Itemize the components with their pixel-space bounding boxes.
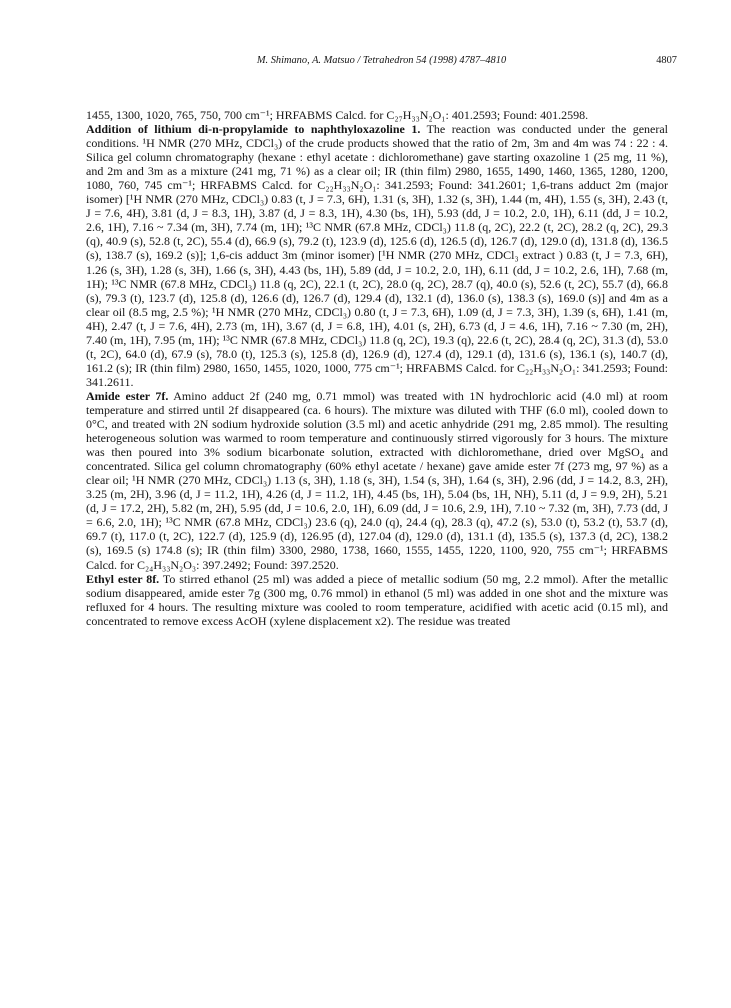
paragraph-lda-addition xyxy=(86,122,668,389)
paragraph-heading: Addition of lithium di-n-propylamide to naphthyloxazoline 1. xyxy=(86,122,421,137)
paragraph-text: Amino adduct 2f (240 mg, 0.71 mmol) was treated with 1N hydrochloric acid (4.0 ml) at room temperature and stirred until 2f disappeared (ca. 6 hours). The mixture was diluted with THF (6.0 ml), cooled down to 0°C, and treated with 2N sodium hydroxide solution (3.5 ml) and acetic anhydride (291 mg, 2.85 mmol). The resulting heterogeneous solution was warmed to room temperature and continuously stirred vigorously for 3 hours. The mixture was then poured into 3% sodium bicarbonate solution, extracted with dichloromethane, dried over MgSO₄ and concentrated. Silica gel column chromatography (60% ethyl acetate / hexane) gave amide ester 7f (273 mg, 97 %) as a clear oil; ¹H NMR (270 MHz, CDCl₃) 1.13 (s, 3H), 1.18 (s, 3H), 1.54 (s, 3H), 1.64 (s, 3H), 2.96 (dd, J = 14.2, 8.3, 2H), 3.25 (m, 2H), 3.96 (d, J = 11.2, 1H), 4.26 (d, J = 11.2, 1H), 4.45 (bs, 1H), 5.04 (bs, 1H, NH), 5.11 (d, J = 9.9, 2H), 5.21 (d, J = 17.2, 2H), 5.82 (m, 2H), 5.95 (dd, J = 10.6, 2.0, 1H), 6.09 (dd, J = 10.6, 2.9, 1H), 7.10 ~ 7.32 (m, 3H), 7.73 (dd, J = 6.6, 2.0, 1H); ¹³C NMR (67.8 MHz, CDCl₃) 23.6 (q), 24.0 (q), 24.4 (q), 28.3 (q), 47.2 (s), 53.0 (t), 53.2 (t), 53.7 (d), 69.7 (t), 117.0 (t, 2C), 122.7 (d), 125.9 (d), 126.95 (d), 127.04 (d), 129.0 (d), 131.1 (d), 135.5 (s), 137.3 (d, 2C), 138.2 (s), 169.5 (s) 174.8 (s); IR (thin film) 3300, 2980, 1738, 1660, 1555, 1455, 1220, 1100, 920, 755 cm⁻¹; HRFABMS Calcd. for C₂₄H₃₃N₂O₃: 397.2492; Found: 397.2520. xyxy=(86,388,668,572)
paragraph-heading: Ethyl ester 8f. xyxy=(86,571,160,586)
paragraph-heading: Amide ester 7f. xyxy=(86,388,169,403)
paragraph-text: To stirred ethanol (25 ml) was added a piece of metallic sodium (50 mg, 2.2 mmol). After the metallic sodium disappeared, amide ester 7g (300 mg, 0.76 mmol) in ethanol (5 ml) was added in one shot and the mixture was refluxed for 4 hours. The resulting mixture was cooled to room temperature, acidified with acetic acid (0.15 ml), and concentrated to remove excess AcOH (xylene displacement x2). The residue was treated xyxy=(86,571,668,628)
page-number: 4807 xyxy=(656,55,677,66)
paragraph-text: The reaction was conducted under the general conditions. ¹H NMR (270 MHz, CDCl₃) of the crude products showed that the ratio of 2m, 3m and 4m was 74 : 22 : 4. Silica gel column chromatography (hexane : ethyl acetate : dichloromethane) gave starting oxazoline 1 (25 mg, 11 %), and 2m and 3m as a mixture (241 mg, 71 %) as a clear oil; IR (thin film) 2980, 1655, 1490, 1460, 1365, 1280, 1200, 1080, 760, 745 cm⁻¹; HRFABMS Calcd. for C₂₂H₃₃N₂O₁: 341.2593; Found: 341.2601; 1,6-trans adduct 2m (major isomer) [¹H NMR (270 MHz, CDCl₃) 0.83 (t, J = 7.3, 6H), 1.31 (s, 3H), 1.32 (s, 3H), 1.44 (m, 4H), 1.55 (s, 3H), 2.43 (t, J = 7.6, 4H), 3.81 (d, J = 8.3, 1H), 3.87 (d, J = 8.3, 1H), 4.30 (bs, 1H), 5.93 (dd, J = 10.2, 2.0, 1H), 6.11 (dd, J = 10.2, 2.6, 1H), 7.16 ~ 7.34 (m, 3H), 7.74 (m, 1H); ¹³C NMR (67.8 MHz, CDCl₃) 11.8 (q, 2C), 22.2 (t, 2C), 28.2 (q, 2C), 29.3 (q), 40.9 (s), 52.8 (t, 2C), 55.4 (d), 66.9 (s), 79.2 (t), 123.9 (d), 125.6 (d), 126.5 (d), 126.7 (d), 129.0 (d), 131.8 (d), 136.5 (s), 138.7 (s), 169.2 (s)]; 1,6-cis adduct 3m (minor isomer) [¹H NMR (270 MHz, CDCl₃ extract ) 0.83 (t, J = 7.3, 6H), 1.26 (s, 3H), 1.28 (s, 3H), 1.66 (s, 3H), 4.43 (bs, 1H), 5.89 (dd, J = 10.2, 2.0, 1H), 6.11 (dd, J = 10.2, 2.6, 1H), 7.68 (m, 1H); ¹³C NMR (67.8 MHz, CDCl₃) 11.8 (q, 2C), 22.1 (t, 2C), 28.0 (q, 2C), 28.7 (q), 40.0 (s), 52.6 (t, 2C), 55.7 (d), 66.8 (s), 79.3 (t), 123.7 (d), 125.8 (d), 126.6 (d), 126.7 (d), 129.4 (d), 132.1 (d), 136.0 (s), 138.3 (s), 169.0 (s)] and 4m as a clear oil (8.5 mg, 2.5 %); ¹H NMR (270 MHz, CDCl₃) 0.80 (t, J = 7.3, 6H), 1.09 (d, J = 7.3, 3H), 1.39 (s, 6H), 1.41 (m, 4H), 2.47 (t, J = 7.6, 4H), 2.73 (m, 1H), 3.67 (d, J = 6.8, 1H), 4.01 (s, 2H), 6.73 (d, J = 4.6, 1H), 7.16 ~ 7.30 (m, 2H), 7.40 (m, 1H), 7.95 (m, 1H); ¹³C NMR (67.8 MHz, CDCl₃) 11.8 (q, 2C), 19.3 (q), 22.6 (t, 2C), 28.4 (q, 2C), 31.3 (d), 53.0 (t, 2C), 64.0 (d), 67.9 (s), 78.0 (t), 125.3 (s), 125.8 (d), 126.9 (d), 127.4 (d), 129.1 (d), 131.6 (s), 136.1 (s), 140.7 (d), 161.2 (s); IR (thin film) 2980, 1650, 1455, 1020, 1000, 775 cm⁻¹; HRFABMS Calcd. for C₂₂H₃₃N₂O₁: 341.2593; Found: 341.2611. xyxy=(86,122,668,389)
article-body xyxy=(86,108,668,628)
paragraph-ethyl-ester xyxy=(86,572,668,628)
running-title: M. Shimano, A. Matsuo / Tetrahedron 54 (1998) 4787–4810 xyxy=(256,55,507,66)
paragraph-continuation: 1455, 1300, 1020, 765, 750, 700 cm⁻¹; HRFABMS Calcd. for C₂₇H₃₃N₂O₁: 401.2593; Found: 401.2598. xyxy=(86,108,589,122)
paragraph-amide-ester xyxy=(86,389,668,572)
